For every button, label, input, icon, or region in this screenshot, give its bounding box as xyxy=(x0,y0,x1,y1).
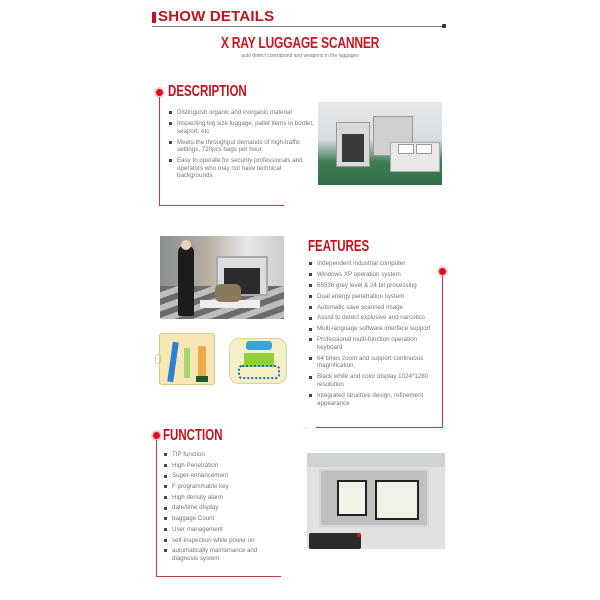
description-item: Easy to operate for security professionals and operators who may not have technical backgrounds. xyxy=(168,157,316,180)
section-heading-show-details: SHOW DETAILS xyxy=(158,8,275,25)
feature-item: Automatic save scanned image xyxy=(308,304,444,312)
xray-bag-image xyxy=(229,338,287,384)
function-item: F programmable key xyxy=(163,483,281,491)
feature-item: Professional multi-function operation keyboard xyxy=(308,336,444,351)
function-item: TIP function xyxy=(163,451,281,459)
function-item: automatically maintenance and diagnosis system xyxy=(163,547,281,562)
product-subtitle: auto detect contraband and weapons in the luggages xyxy=(241,53,359,59)
features-list xyxy=(308,260,444,411)
title-accent-bar xyxy=(152,12,156,23)
feature-item: Assist to detect explosive and narcotics xyxy=(308,314,444,322)
description-vertical-line xyxy=(159,97,160,205)
operator-console-photo xyxy=(307,453,445,549)
function-item: User management xyxy=(163,526,281,534)
function-item: date/time display xyxy=(163,504,281,512)
factory-scanners-photo xyxy=(318,102,442,185)
description-dot-icon xyxy=(155,88,164,97)
function-bottom-line xyxy=(156,576,281,577)
features-bottom-line xyxy=(316,427,443,428)
function-vertical-line xyxy=(156,440,157,576)
header-divider xyxy=(152,26,445,27)
function-item: High Penetration xyxy=(163,462,281,470)
product-title: X RAY LUGGAGE SCANNER xyxy=(220,35,380,52)
function-title: FUNCTION xyxy=(163,427,223,444)
function-item: self-inspection while power on xyxy=(163,537,281,545)
feature-item: Multi-language software interface support xyxy=(308,325,444,333)
description-list xyxy=(168,109,316,183)
feature-item: Windows XP operation system xyxy=(308,271,444,279)
xray-suitcase-image xyxy=(159,333,215,385)
feature-item: Dual energy penetration system xyxy=(308,293,444,301)
feature-item: Integrated structure design, refinement appearance xyxy=(308,392,444,407)
function-item: Super-enhancement xyxy=(163,472,281,480)
feature-item: 65536 grey level & 24 bit processing xyxy=(308,282,444,290)
features-title: FEATURES xyxy=(308,238,370,255)
feature-item: Black white and color display 1024*1280 resolution xyxy=(308,373,444,388)
description-item: Inspecting big size luggage, pallet items in border, seaport, etc xyxy=(168,120,316,135)
function-item: High density alarm xyxy=(163,494,281,502)
function-dot-icon xyxy=(152,431,161,440)
function-list xyxy=(163,451,281,565)
feature-item: Independent industrial computer xyxy=(308,260,444,268)
divider-end-dot xyxy=(442,24,446,28)
function-item: baggage Count xyxy=(163,515,281,523)
feature-item: 64 times zoom and support continuous magnification. xyxy=(308,355,444,370)
description-item: Meets the throughput demands of high-traffic settings, 720pcs bags per hour. xyxy=(168,139,316,154)
description-item: Distinguish organic and inorganic material xyxy=(168,109,316,117)
description-title: DESCRIPTION xyxy=(168,83,247,100)
description-bottom-line xyxy=(159,205,284,206)
airport-scanner-photo xyxy=(160,236,284,319)
